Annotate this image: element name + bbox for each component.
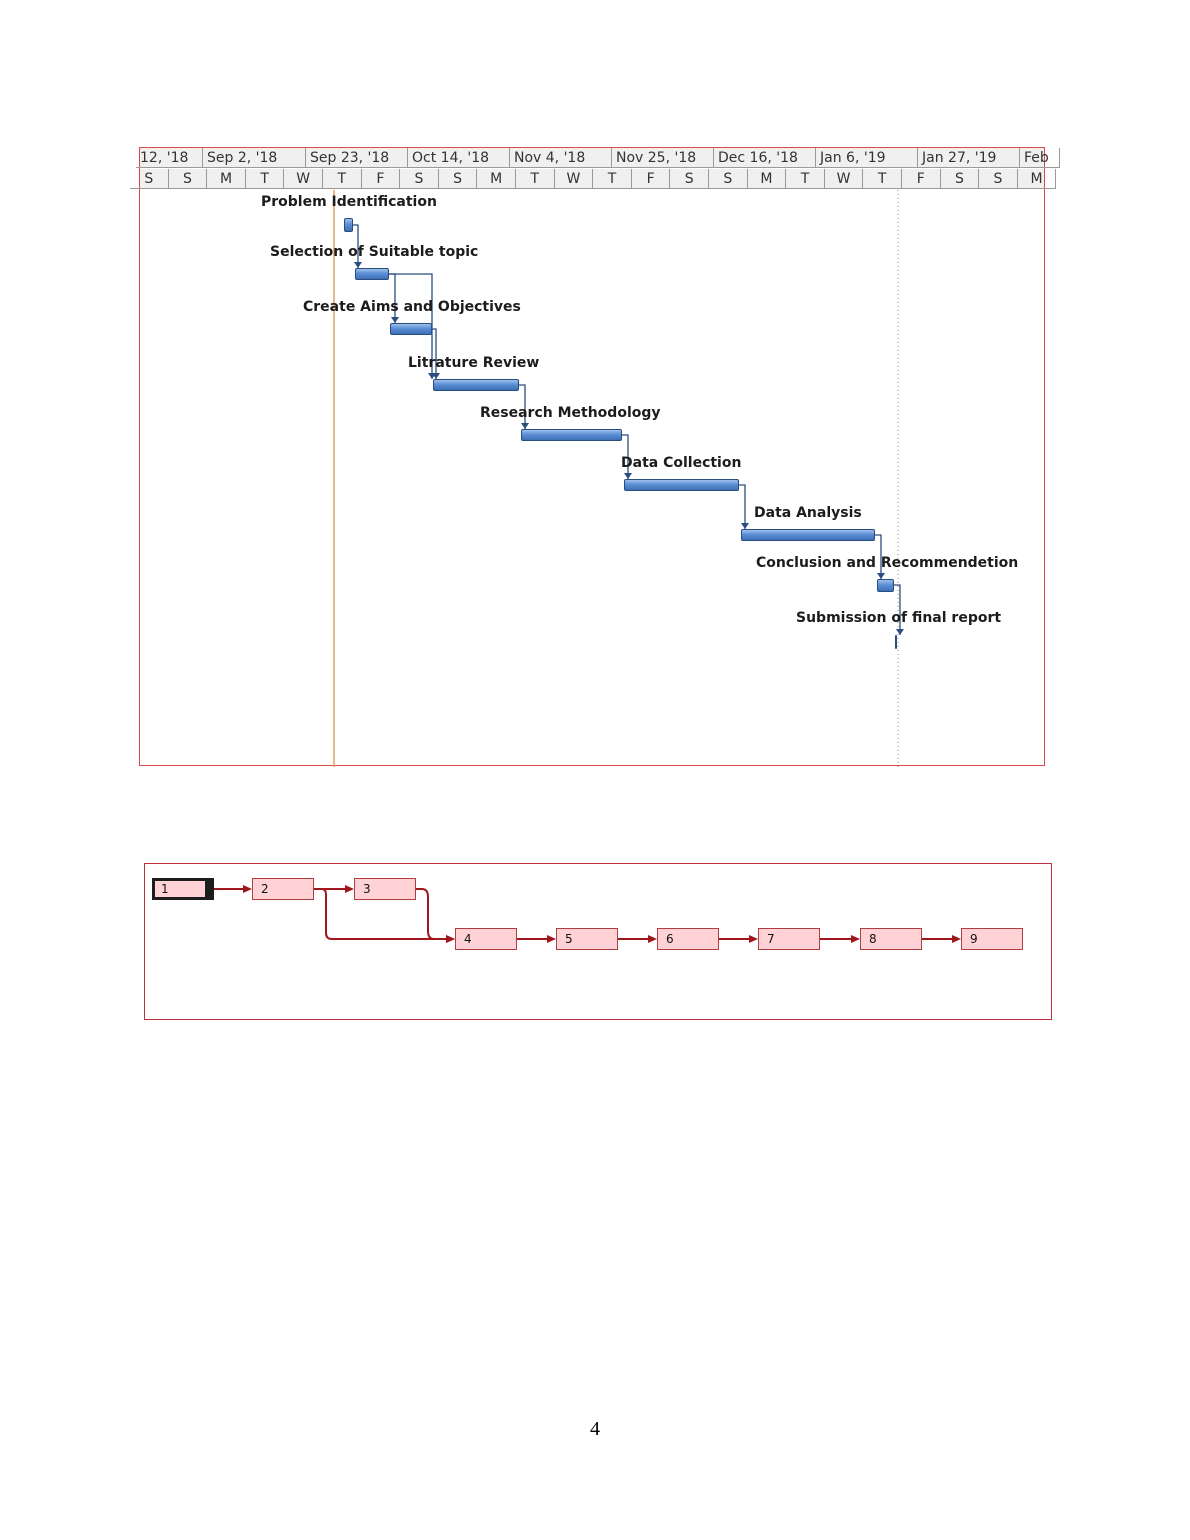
network-node[interactable]: 4: [455, 928, 517, 950]
timescale-major-label: Nov 4, '18: [510, 148, 612, 168]
timescale-major-label: Sep 23, '18: [306, 148, 408, 168]
network-node[interactable]: 1: [152, 878, 214, 900]
task-bar[interactable]: [877, 579, 894, 592]
network-node[interactable]: 8: [860, 928, 922, 950]
network-node[interactable]: 7: [758, 928, 820, 950]
timescale-day-label: S: [941, 169, 980, 189]
task-bar[interactable]: [344, 218, 353, 232]
timescale-day-label: T: [516, 169, 555, 189]
timescale-day-label: W: [555, 169, 594, 189]
timescale-day-label: M: [748, 169, 787, 189]
task-label: Problem Identification: [261, 194, 437, 210]
timescale-day-label: W: [825, 169, 864, 189]
link-arrowhead: [896, 629, 904, 635]
task-bar[interactable]: [390, 323, 432, 335]
timescale-day-label: M: [207, 169, 246, 189]
network-link: [416, 889, 449, 939]
task-bar[interactable]: [433, 379, 519, 391]
timescale-day-label: M: [1018, 169, 1057, 189]
link-arrowhead: [243, 885, 252, 893]
gantt-chart: [139, 147, 1049, 766]
link-arrowhead: [749, 935, 758, 943]
network-node[interactable]: 2: [252, 878, 314, 900]
timescale-day-label: S: [709, 169, 748, 189]
dependency-link: [739, 485, 745, 529]
network-diagram: [144, 863, 1052, 1020]
timescale-day-label: S: [439, 169, 478, 189]
timescale-day-label: T: [593, 169, 632, 189]
task-label: Data Collection: [621, 455, 742, 471]
timescale-day-label: F: [632, 169, 671, 189]
timescale-day-label: S: [670, 169, 709, 189]
timescale-day-label: M: [477, 169, 516, 189]
network-node[interactable]: 5: [556, 928, 618, 950]
task-label: Data Analysis: [754, 505, 862, 521]
network-node[interactable]: 6: [657, 928, 719, 950]
link-arrowhead: [952, 935, 961, 943]
timescale-major-label: 12, '18: [136, 148, 203, 168]
link-arrowhead: [851, 935, 860, 943]
task-label: Submission of final report: [796, 610, 1002, 626]
timescale-day-label: F: [362, 169, 401, 189]
link-arrowhead: [547, 935, 556, 943]
timescale-day-label: W: [284, 169, 323, 189]
task-bar[interactable]: [895, 635, 897, 649]
timescale-day-label: S: [979, 169, 1018, 189]
gantt-drawing: [140, 148, 1046, 767]
timescale-day-label: T: [863, 169, 902, 189]
timescale-major-label: Jan 27, '19: [918, 148, 1020, 168]
link-arrowhead: [345, 885, 354, 893]
task-bar[interactable]: [521, 429, 622, 441]
timescale-day-label: F: [902, 169, 941, 189]
task-bar[interactable]: [355, 268, 389, 280]
task-label: Litrature Review: [408, 355, 540, 371]
task-label: Research Methodology: [480, 405, 661, 421]
timescale-day-label: T: [323, 169, 362, 189]
task-label: Conclusion and Recommendetion: [756, 555, 1019, 571]
timescale-major-label: Jan 6, '19: [816, 148, 918, 168]
timescale-day-label: S: [400, 169, 439, 189]
timescale-day-label: T: [246, 169, 285, 189]
task-bar[interactable]: [624, 479, 739, 491]
timescale-major-label: Feb: [1020, 148, 1060, 168]
network-node[interactable]: 3: [354, 878, 416, 900]
task-label: Selection of Suitable topic: [270, 244, 479, 260]
link-arrowhead: [446, 935, 455, 943]
timescale-day-label: T: [786, 169, 825, 189]
task-label: Create Aims and Objectives: [303, 299, 521, 315]
timescale-major-label: Oct 14, '18: [408, 148, 510, 168]
timescale-major-label: Dec 16, '18: [714, 148, 816, 168]
timescale-major-label: Nov 25, '18: [612, 148, 714, 168]
link-arrowhead: [648, 935, 657, 943]
task-bar[interactable]: [741, 529, 875, 541]
timescale-day-label: S: [130, 169, 169, 189]
network-node[interactable]: 9: [961, 928, 1023, 950]
page-number: 4: [590, 1418, 600, 1440]
timescale-major-label: Sep 2, '18: [203, 148, 306, 168]
timescale-day-label: S: [169, 169, 208, 189]
